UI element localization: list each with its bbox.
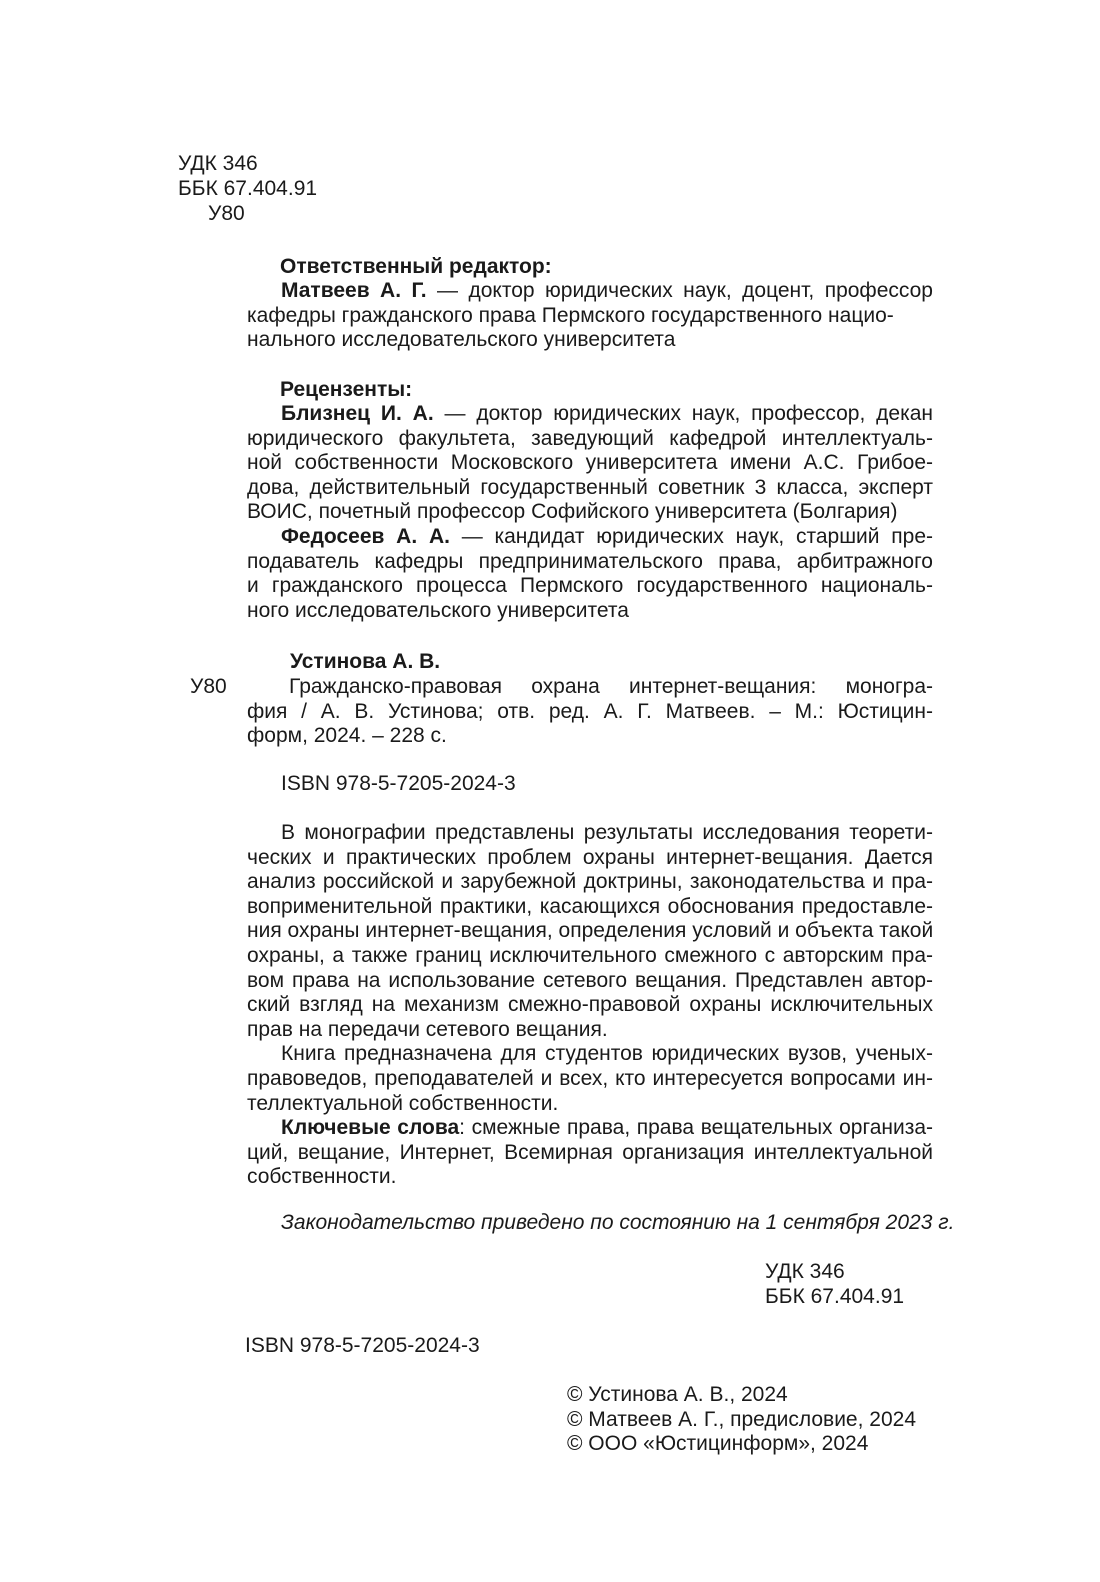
editor-heading: Ответственный редактор: [280,255,552,278]
reviewer-line: ВОИС, почетный профессор Софийского университета (Болгария) [247,500,898,524]
abstract-line: прав на передачи сетевого вещания. [247,1017,608,1041]
udk-code: УДК 346 [178,152,258,175]
editor-line: нального исследовательского университета [247,328,676,352]
bibliography-line: Гражданско-правовая охрана интернет-вещания: моногра- [289,675,933,698]
copyright-line: © Матвеев А. Г., предисловие, 2024 [567,1408,917,1431]
abstract-line: В монографии представлены результаты исследования теорети- [281,821,933,844]
abstract-line: ческих и практических проблем охраны интернет-вещания. Дается [247,845,933,869]
abstract-line: воприменительной практики, касающихся обоснования предоставле- [247,894,933,918]
reviewer-line: подаватель кафедры предпринимательского права, арбитражного [247,549,933,573]
abstract-line: анализ российской и зарубежной доктрины, законодательства и пра- [247,870,933,894]
bibliography-line: форм, 2024. – 228 с. [247,724,447,748]
bibliography-mark: У80 [190,675,227,698]
reviewer-line: и гражданского процесса Пермского государственного националь- [247,574,933,598]
footer-isbn: ISBN 978-5-7205-2024-3 [245,1334,480,1357]
abstract-line: охраны, а также границ исключительного смежного с авторским пра- [247,943,933,967]
keywords-line: Ключевые слова: смежные права, права вещательных организа- [281,1116,933,1140]
footer-bbk-code: ББК 67.404.91 [765,1285,905,1308]
reviewer-line: Федосеев А. А. — кандидат юридических наук, старший пре- [281,525,933,548]
reviewer-first [247,402,933,525]
abstract-line: правоведов, преподавателей и всех, кто интересуется вопросами ин- [247,1066,933,1090]
abstract-line: ский взгляд на механизм смежно-правовой охраны исключительных [247,993,933,1017]
abstract-line: теллектуальной собственности. [247,1091,559,1115]
book-author: Устинова А. В. [290,650,441,673]
reviewer-name: Близнец И. А. [281,402,434,425]
editor-description [247,279,933,353]
abstract-line: вом права на использование сетевого вещания. Представлен автор- [247,968,933,992]
law-note: Законодательство приведено по состоянию на 1 сентября 2023 г. [281,1211,955,1234]
reviewer-line: дова, действительный государственный советник 3 класса, эксперт [247,475,933,499]
keywords-line: ций, вещание, Интернет, Всемирная организация интеллектуальной [247,1140,933,1164]
keywords-line: собственности. [247,1165,397,1189]
bibliography-line: фия / А. В. Устинова; отв. ред. А. Г. Матвеев. – М.: Юстицин- [247,699,933,723]
reviewers-heading: Рецензенты: [280,378,413,401]
abstract-line: ния охраны интернет-вещания, определения условий и объекта такой [247,919,934,943]
reviewer-line: юридического факультета, заведующий кафедрой интеллектуаль- [247,426,933,450]
author-mark: У80 [208,202,245,225]
reviewer-second [247,525,933,623]
reviewer-name: Федосеев А. А. [281,525,450,548]
abstract [247,821,933,1190]
bbk-code: ББК 67.404.91 [178,177,318,200]
copyright-line: © Устинова А. В., 2024 [567,1383,788,1406]
isbn: ISBN 978-5-7205-2024-3 [281,772,516,795]
footer-udk-code: УДК 346 [765,1260,845,1283]
keywords-label: Ключевые слова [281,1116,460,1140]
editor-line: кафедры гражданского права Пермского государственного нацио- [247,303,894,327]
reviewer-line: Близнец И. А. — доктор юридических наук, профессор, декан [281,402,933,425]
editor-name: Матвеев А. Г. [281,279,427,302]
reviewer-line: ной собственности Московского университета имени А.С. Грибое- [247,451,933,475]
abstract-line: Книга предназначена для студентов юридических вузов, ученых- [281,1042,933,1066]
editor-line: Матвеев А. Г. — доктор юридических наук, доцент, профессор [281,279,933,302]
bibliography-description [247,675,933,749]
copyright-line: © ООО «Юстицинформ», 2024 [567,1432,869,1455]
reviewer-line: ного исследовательского университета [247,598,629,622]
